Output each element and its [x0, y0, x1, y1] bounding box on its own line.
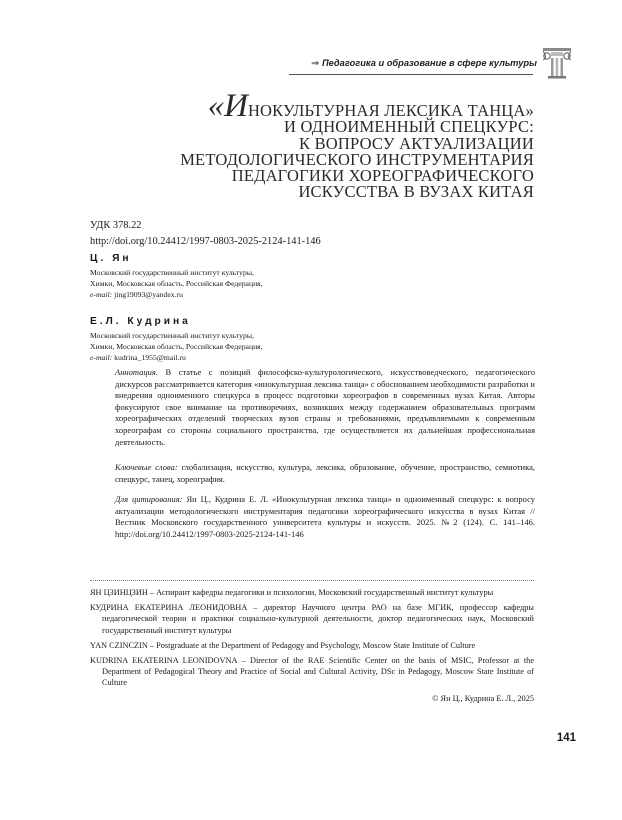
udc-block — [90, 218, 321, 250]
author-bios — [90, 587, 534, 704]
udc-code: УДК 378.22 — [90, 220, 142, 231]
email-link[interactable]: kudrina_1955@mail.ru — [114, 352, 186, 362]
author-org: Московский государственный институт культуры, — [90, 331, 254, 340]
title-line-3: К ВОПРОСУ АКТУАЛИЗАЦИИ — [299, 133, 534, 153]
section-label: Педагогика и образование в сфере культуры — [321, 58, 537, 68]
bio-entry: КУДРИНА ЕКАТЕРИНА ЛЕОНИДОВНА – директор Научного центра РАО на базе МГИК, профессор кафедры педагогической теории и практики социально-культурной деятельности, доктор педагогических наук, Московский государственный институт культуры — [90, 603, 534, 635]
keywords — [115, 462, 535, 485]
page-number: 141 — [556, 732, 576, 744]
title-line-6: ИСКУССТВА В ВУЗАХ КИТАЯ — [298, 182, 534, 202]
abstract-label: Аннотация. — [115, 367, 158, 377]
title-line-1: «ИНОКУЛЬТУРНАЯ ЛЕКСИКА ТАНЦА» — [207, 88, 534, 124]
author-affiliation — [90, 268, 390, 300]
author-org: Московский государственный институт культуры, — [90, 268, 254, 277]
abstract-text: В статье с позиций философско-культурологического, искусствоведческого, педагогического дискурсов рассматривается категория «инокультурная лексика танца» с обоснованием необходимости разработки и внедрения одноименного спецкурса в процесс подготовки хореографов в современных вузах Китая. Авторы фокусируют свое внимание на противоречиях, возникших между содержанием образовательных программ хореографических отделений творческих вузов страны и требованиями, предъявляемыми к современным хореографам со стороны социального пространства, где осуществляется их дальнейшая профессиональная деятельность. — [115, 367, 535, 447]
author-email: e-mail: kudrina_1955@mail.ru — [90, 352, 186, 362]
title-line-4: МЕТОДОЛОГИЧЕСКОГО ИНСТРУМЕНТАРИЯ — [180, 149, 534, 169]
author-name: Ц. Ян — [90, 253, 132, 264]
copyright: © Ян Ц., Кудрина Е. Л., 2025 — [432, 693, 534, 703]
title-line-5: ПЕДАГОГИКИ ХОРЕОГРАФИЧЕСКОГО — [231, 166, 534, 186]
divider — [90, 580, 534, 581]
abstract — [115, 367, 535, 448]
keywords-label: Ключевые слова: — [115, 462, 178, 472]
email-link[interactable]: jing19093@yandex.ru — [114, 289, 183, 299]
title-dropcap: «И — [207, 88, 248, 124]
author-name: Е.Л. Кудрина — [90, 316, 191, 327]
doi-link[interactable]: http://doi.org/10.24412/1997-0803-2025-2124-141-146 — [90, 236, 321, 247]
title-line-2: И ОДНОИМЕННЫЙ СПЕЦКУРС: — [284, 117, 534, 137]
author-city: Химки, Московская область, Российская Федерация, — [90, 278, 263, 288]
citation-label: Для цитирования: — [115, 494, 183, 504]
bio-entry: KUDRINA EKATERINA LEONIDOVNA – Director of the RAE Scientific Center on the basis of MSIC, Professor at the Department of Pedagogical Theory and Practice of Social and Cultural Activity, DSc in Pedagogy, Moscow State Institute of Culture — [90, 656, 534, 688]
bio-entry: ЯН ЦЗИНЦЗИН – Аспирант кафедры педагогики и психологии, Московский государственный институт культуры — [90, 588, 494, 597]
arrow-icon: ⇒ — [311, 58, 319, 68]
running-header — [285, 57, 537, 75]
author-city: Химки, Московская область, Российская Федерация, — [90, 341, 263, 351]
section-title — [311, 58, 537, 69]
institute-column-icon — [540, 46, 574, 80]
author-email: e-mail: jing19093@yandex.ru — [90, 289, 183, 299]
citation-text: Ян Ц., Кудрина Е. Л. «Инокультурная лексика танца» и одноименный спецкурс: к вопросу актуализации методологического инструментария педагогики хореографического искусства в вузах Китая // Вестник Московского государственного университета культуры и искусств. 2025. №2 (124). С. 141–146. http://doi.org/10.24412/1997-0803-2025-2124-141-146 — [115, 494, 535, 539]
citation — [115, 494, 535, 540]
keywords-text: глобализация, искусство, культура, лексика, образование, обучение, пространство, семиотика, спецкурс, танец, хореография. — [115, 462, 535, 484]
bio-entry: YAN CZINCZIN – Postgraduate at the Department of Pedagogy and Psychology, Moscow State Institute of Culture — [90, 640, 476, 650]
article-title — [150, 88, 534, 202]
author-affiliation — [90, 331, 390, 363]
header-rule — [289, 74, 533, 75]
